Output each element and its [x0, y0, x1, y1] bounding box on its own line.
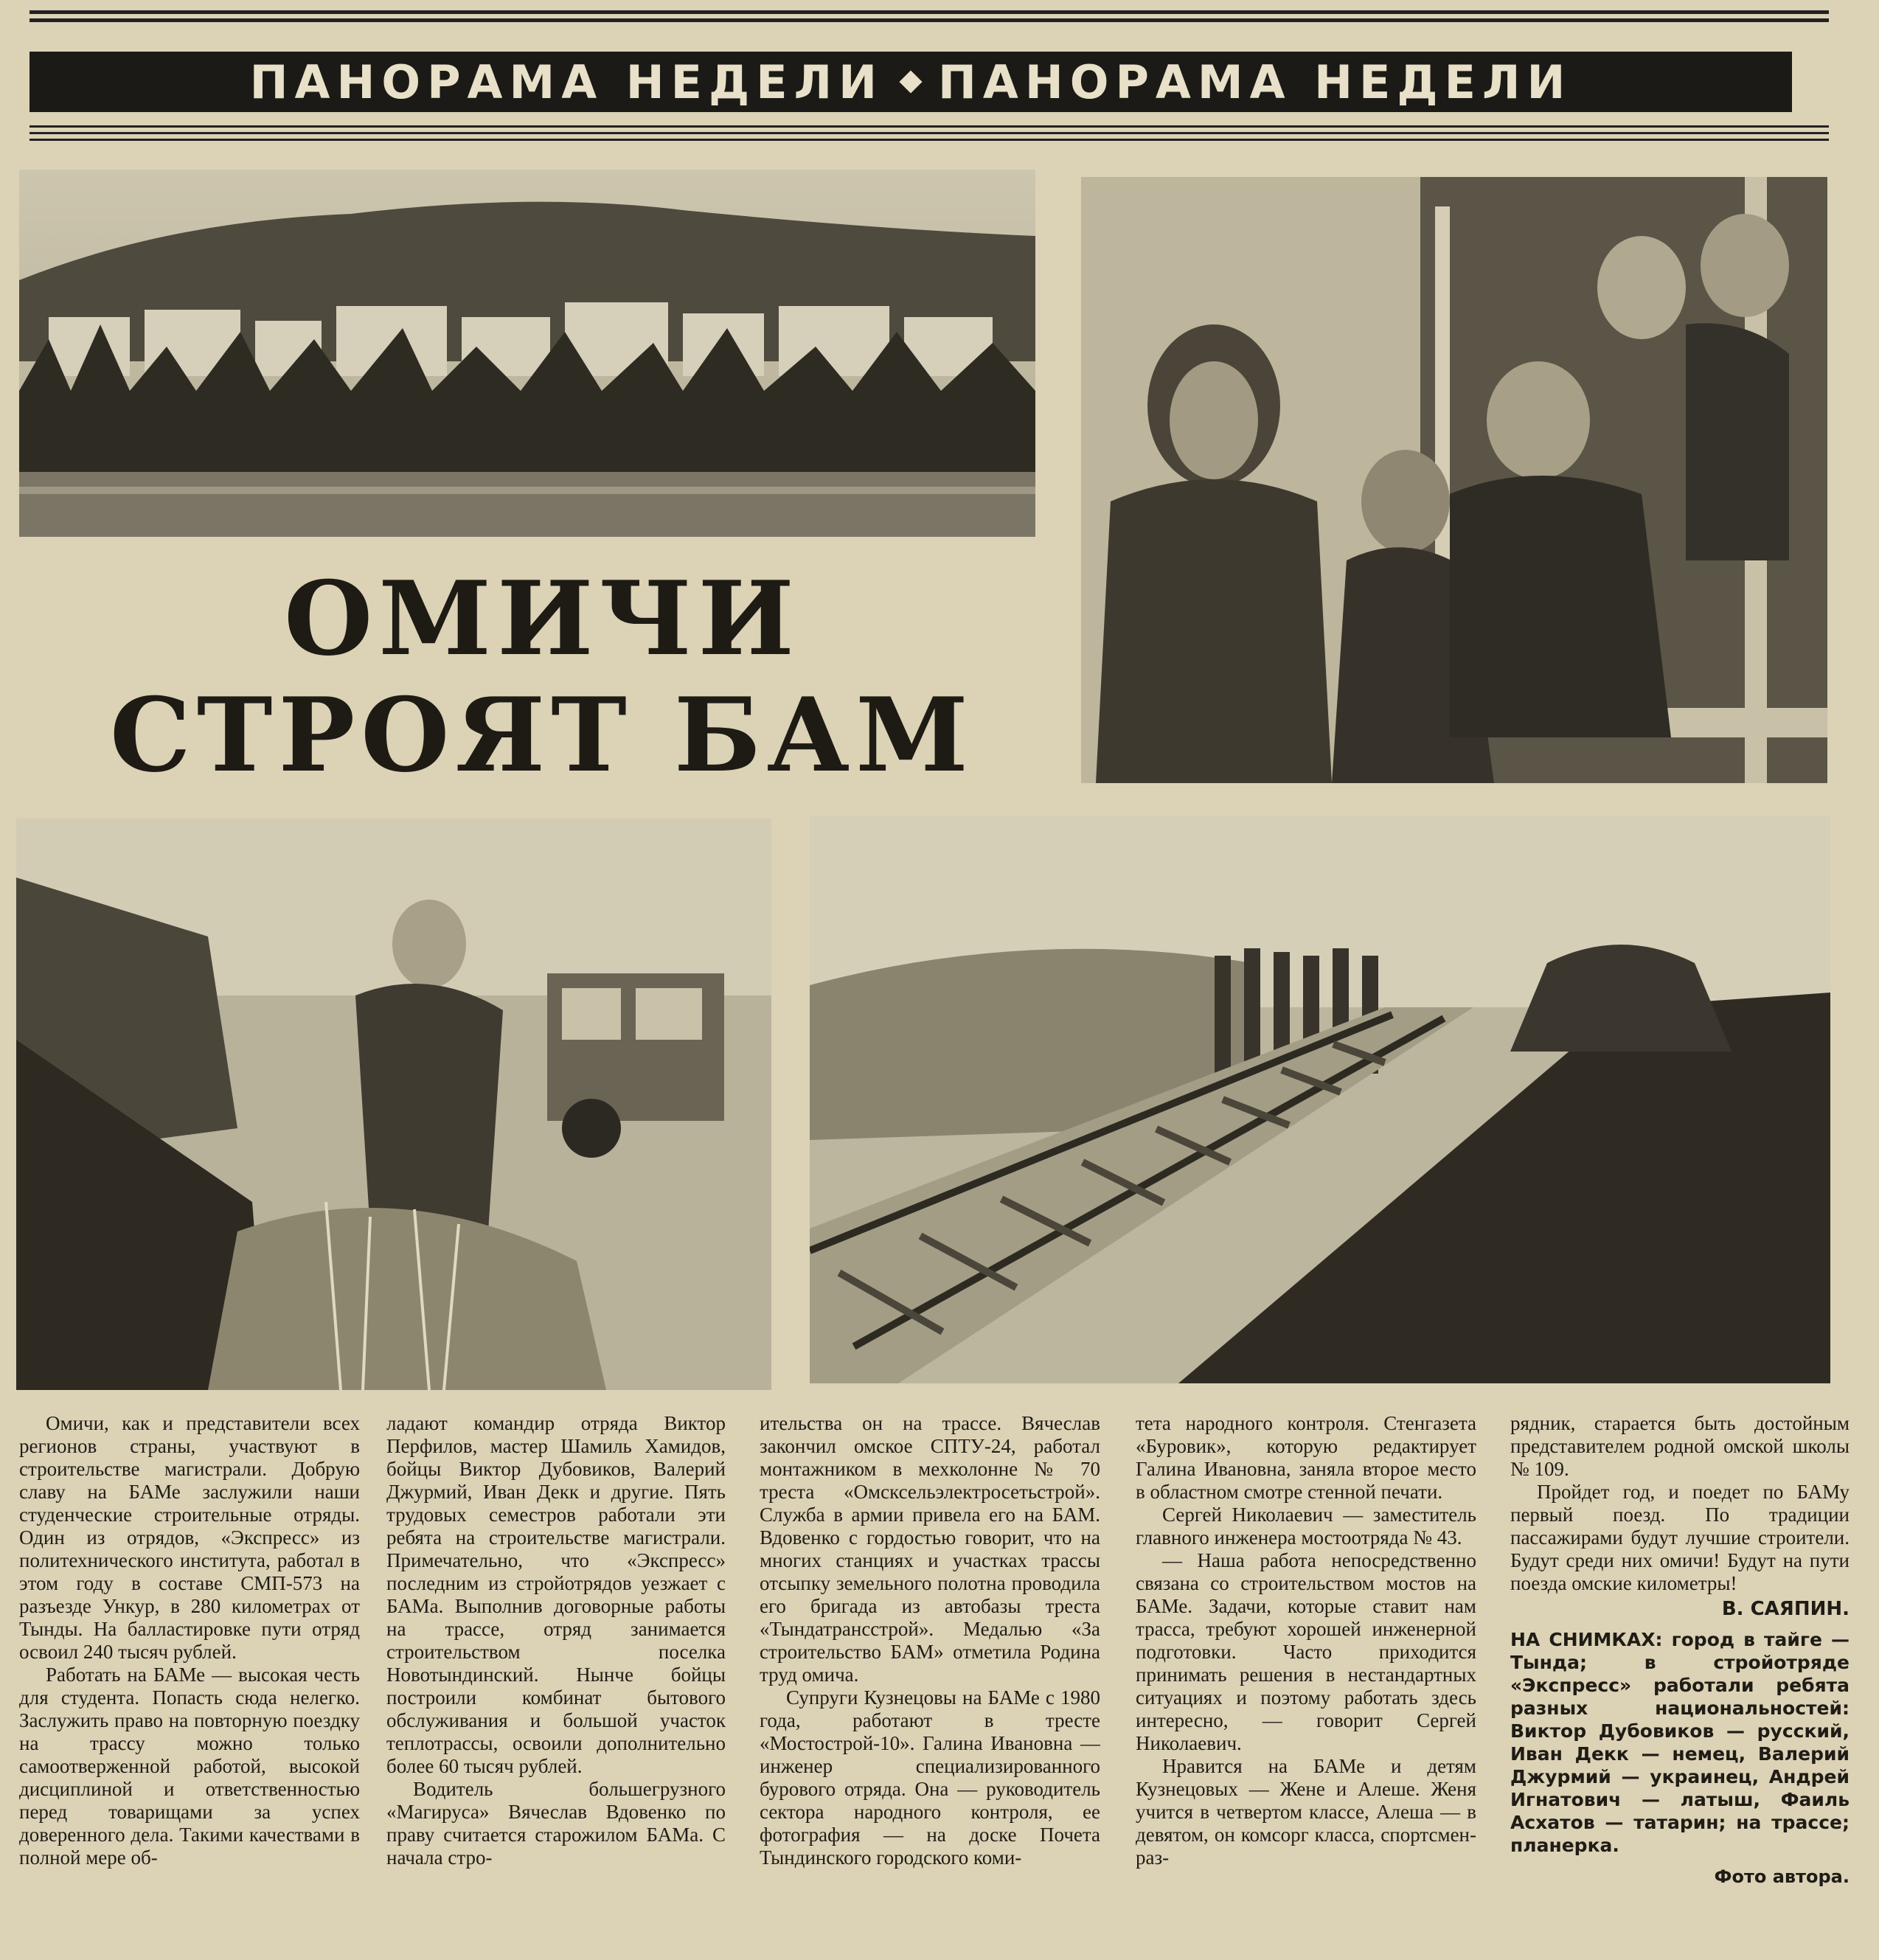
banner-rule	[29, 125, 1829, 145]
paragraph: — Наша работа непосредственно связана со строительством мостов на БАМе. Задачи, которые ставит нам трасса, требуют хорошей инженерной подготовки. Часто приходится принимать решения в нестандартных ситуациях и поэтому работать здесь интересно, — говорит Сергей Николаевич.	[1136, 1549, 1476, 1754]
paragraph: Работать на БАМе — высокая честь для студента. Попасть сюда нелегко. Заслужить право на повторную поездку на трассу можно только самоотверженной работой, высокой дисциплиной и ответственностью перед товарищами за успех доверенного дела. Такими качествами в полной мере об-	[19, 1664, 360, 1869]
top-rule	[29, 10, 1829, 27]
article-headline	[81, 560, 1003, 793]
author-signature: В. САЯПИН.	[1721, 1598, 1850, 1620]
paragraph: Омичи, как и представители всех регионов страны, участвуют в строительстве магистрали. Добрую славу на БАМе заслужили наши студенческие строительные отряды. Один из отрядов, «Экспресс» из политехнического института, работал в этом году в составе СМП-573 на разъезде Ункур, в 280 километрах от Тынды. На балластировке пути отряд освоил 240 тысяч рублей.	[19, 1412, 360, 1663]
photo-workers-group	[1081, 177, 1827, 783]
photo-credit: Фото автора.	[1714, 1866, 1850, 1887]
paragraph: тета народного контроля. Стенгазета «Буровик», которую редактирует Галина Ивановна, заняла второе место в областном смотре стенной печати.	[1136, 1412, 1476, 1503]
paragraph: Пройдет год, и поедет по БАМу первый поезд. По традиции пассажирами будут лучшие строители. Будут среди них омичи! Будут на пути поезда омские километры!	[1510, 1481, 1850, 1594]
caption-lead: НА СНИМКАХ:	[1510, 1629, 1663, 1650]
photo-caption	[1510, 1628, 1850, 1857]
paragraph: Нравится на БАМе и детям Кузнецовых — Жене и Алеше. Женя учится в четвертом классе, Алеша — в девятом, он комсорг класса, спортсмен-раз-	[1136, 1755, 1476, 1869]
paragraph: ладают командир отряда Виктор Перфилов, мастер Шамиль Хамидов, бойцы Виктор Дубовиков, Валерий Джурмий, Иван Декк и другие. Пять трудовых семестров работали эти ребята на строительстве магистрали. Примечательно, что «Экспресс» последним из стройотрядов уезжает с БАМа. Выполнив договорные работы на трассе, отряд занимается строительством поселка Новотындинский. Нынче бойцы построили комбинат бытового обслуживания и большой участок теплотрассы, освоили дополнительно более 60 тысяч рублей.	[386, 1412, 726, 1777]
paragraph: ительства он на трассе. Вячеслав закончил омское СПТУ-24, работал монтажником в мехколонне № 70 треста «Омсксельэлектросетьстрой». Служба в армии привела его на БАМ. Вдовенко с гордостью говорит, что на многих станциях и участках трассы отсыпку земельного полотна проводила его бригада из автобазы треста «Тындатрансстрой». Медалью «За строительство БАМ» отметила Родина труд омича.	[760, 1412, 1100, 1686]
section-banner	[29, 52, 1792, 112]
article-column-5	[1510, 1412, 1850, 1928]
photo-town-in-taiga	[19, 170, 1035, 537]
photo-railway-track	[810, 816, 1830, 1383]
paragraph: Супруги Кузнецовы на БАМе с 1980 года, работают в тресте «Мостострой-10». Галина Ивановна — инженер специализированного бурового отряда. Она — руководитель сектора народного контроля, ее фотография — на доске Почета Тындинского городского коми-	[760, 1686, 1100, 1869]
headline-line-1: ОМИЧИ	[284, 558, 800, 678]
paragraph: Водитель большегрузного «Магируса» Вячеслав Вдовенко по праву считается старожилом БАМа. С начала стро-	[386, 1778, 726, 1869]
article-column-2	[386, 1412, 726, 1928]
photo-truck-driver	[16, 819, 771, 1390]
banner-right: ПАНОРАМА НЕДЕЛИ	[938, 55, 1572, 109]
paragraph: рядник, старается быть достойным представителем родной омской школы № 109.	[1510, 1412, 1850, 1480]
banner-left: ПАНОРАМА НЕДЕЛИ	[249, 55, 883, 109]
article-column-1	[19, 1412, 360, 1928]
article-column-3	[760, 1412, 1100, 1928]
article-column-4	[1136, 1412, 1476, 1928]
headline-line-2: СТРОЯТ БАМ	[109, 675, 974, 795]
paragraph: Сергей Николаевич — заместитель главного инженера мостоотряда № 43.	[1136, 1504, 1476, 1549]
diamond-icon	[899, 70, 922, 93]
caption-text: город в тайге — Тында; в стройотряде «Экспресс» работали ребята разных национальностей: Виктор Дубовиков — русский, Иван Декк — немец, Валерий Джурмий — украинец, Андрей Игнатович — латыш, Фаиль Асхатов — татарин; на трассе; планерка.	[1510, 1629, 1850, 1856]
